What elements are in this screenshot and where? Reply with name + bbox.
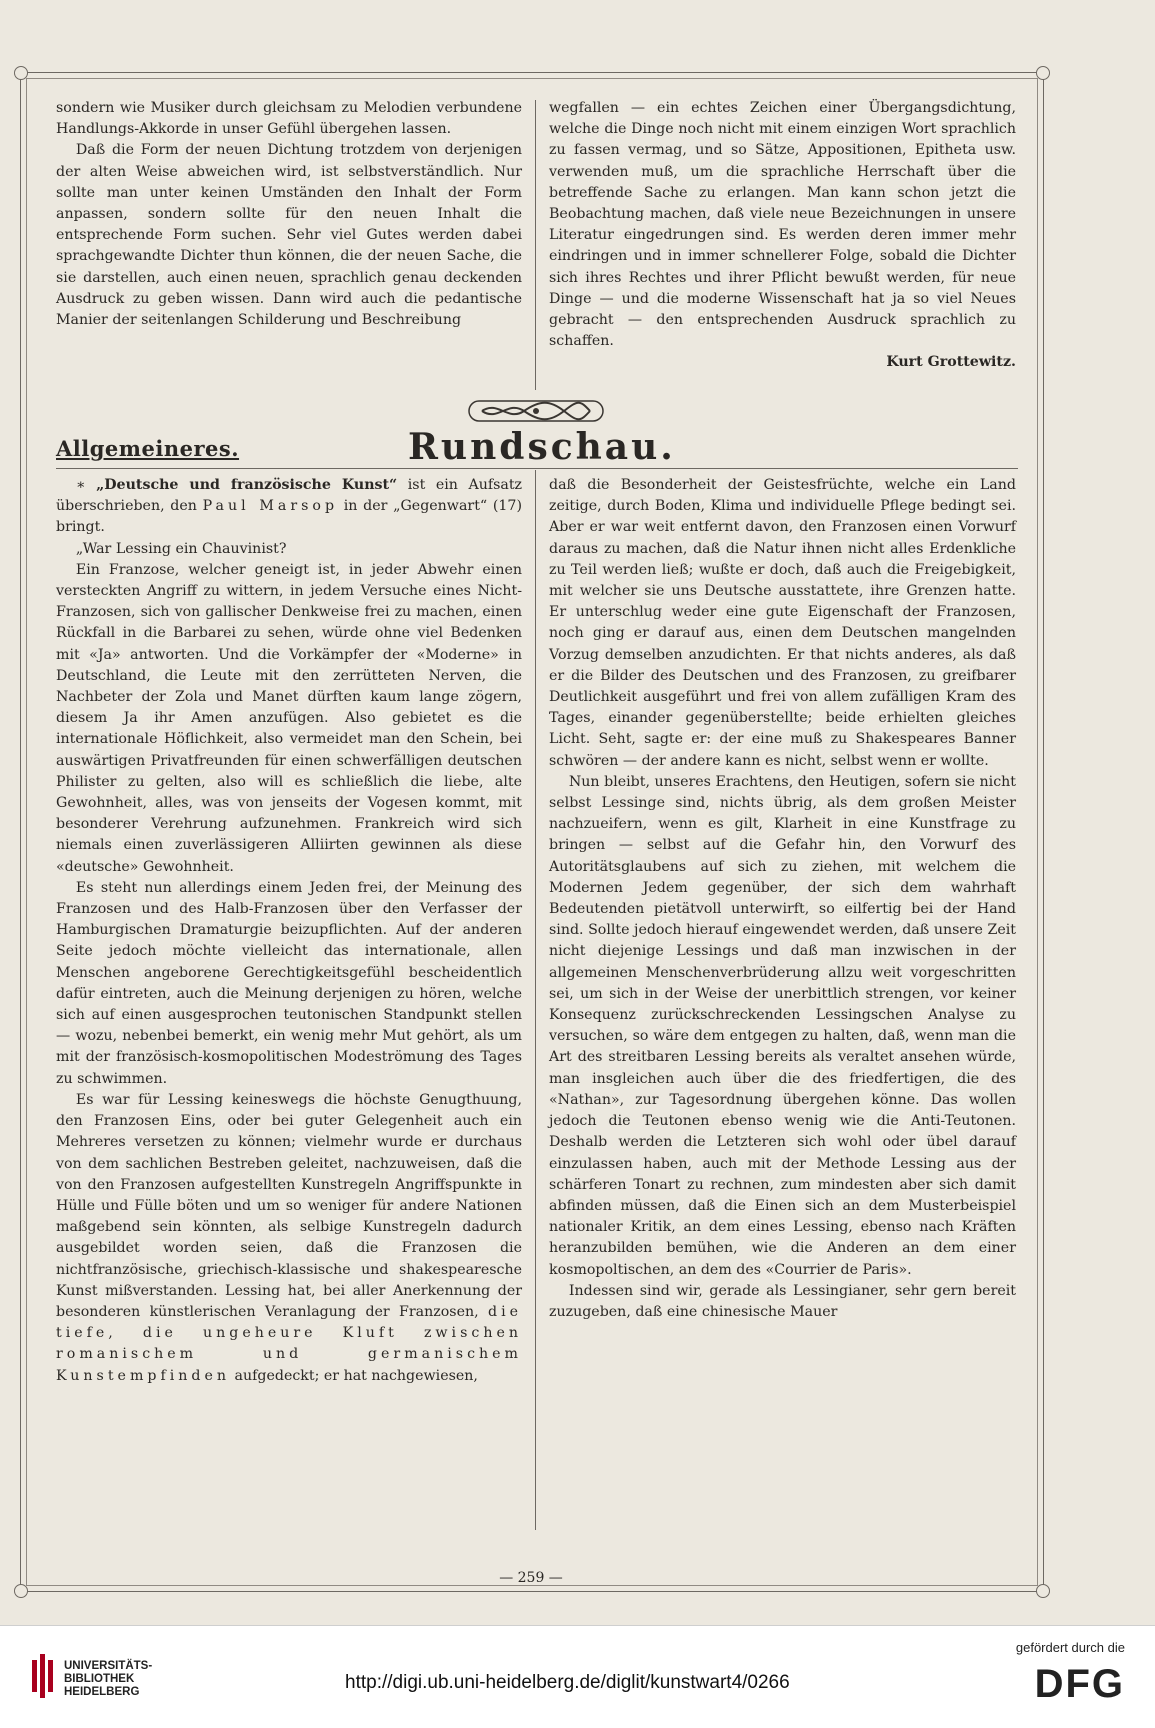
page-number: — 259 — xyxy=(499,1570,563,1586)
asterisk-mark: ∗ xyxy=(75,477,86,493)
article-intro-a: ist ein Aufsatz überschrieben, den xyxy=(56,477,523,515)
funding-label: gefördert durch die xyxy=(1015,1640,1125,1655)
university-name-line: BIBLIOTHEK xyxy=(64,1673,135,1685)
university-name-line: HEIDELBERG xyxy=(64,1686,140,1698)
dfg-logo[interactable]: DFG xyxy=(1034,1662,1125,1706)
university-logo[interactable] xyxy=(30,1654,200,1704)
university-name-line: UNIVERSITÄTS- xyxy=(64,1660,153,1672)
column-divider xyxy=(535,100,536,390)
ornament-icon xyxy=(468,398,604,424)
paragraph: Es steht nun allerdings einem Jeden frei, der Meinung des Franzosen und des Halb-Franzosen über den Verfasser der Hamburgischen Dramaturgie beizupflichten. Auf der anderen Seite jedoch möchte vielleicht das internationale, allen Menschen angeborene Gerechtigkeitsgefühl bescheidentlich dafür eintreten, auch die Meinung derjenigen zu hören, welche sich auf einen ausgesprochen teutonischen Standpunkt stellen — wozu, nebenbei bemerkt, ein wenig mehr Mut gehört, als um mit der französisch-kosmopolitischen Modeströmung des Tages zu schwimmen. xyxy=(56,879,522,1087)
paragraph xyxy=(56,1090,522,1387)
bottom-right-column xyxy=(549,475,1016,1323)
paragraph: Ein Franzose, welcher geneigt ist, in jeder Abwehr einen versteckten Angriff zu wittern, in jedem Versuche eines Nicht-Franzosen, sich von gallischer Denkweise frei zu machen, einen Rückfall in die Barbarei zu sehen, würde ohne viel Bedenken mit «Ja» antworten. Und die Vorkämpfer der «Moderne» in Deutschland, die Leute mit den zerrütteten Nerven, die Nachbeter der Zola und Manet dürften kaum lange zögern, diesem Ja ihr Amen anzufügen. Also gebietet es die internationale Höflichkeit, also vermeidet man den Schein, bei auswärtigen Privatfreunden für einen schwerfälligen deutschen Philister zu gelten, also will es schließlich die liebe, alte Gewohnheit, alles, was von jenseits der Vogesen kommt, mit besonderer Verehrung aufzunehmen. Frankreich wird sich niemals einen zuverlässigeren Alliirten gewinnen als diese «deutsche» Gewohnheit. xyxy=(56,561,522,875)
article-lead xyxy=(56,475,522,539)
section-label: Allgemeineres. xyxy=(56,436,240,461)
university-name xyxy=(64,1660,152,1699)
section-headline: Rundschau. xyxy=(408,426,676,468)
source-url-link[interactable]: http://digi.ub.uni-heidelberg.de/diglit/kunstwart4/0266 xyxy=(345,1672,790,1693)
corner-ornament xyxy=(1036,66,1050,80)
emphasized-text: die tiefe, die ungeheure Kluft zwischen romanischem und germanischem Kunstempfinden xyxy=(56,1303,522,1384)
author-signature: Kurt Grottewitz. xyxy=(886,354,1016,371)
paragraph: sondern wie Musiker durch gleichsam zu Melodien verbundene Handlungs-Akkorde in unser Gefühl übergehen lassen. xyxy=(56,100,522,138)
article-title: „Deutsche und französische Kunst“ xyxy=(96,477,398,493)
paragraph-end: aufgedeckt; er hat nachgewiesen, xyxy=(230,1367,478,1384)
paragraph: Daß die Form der neuen Dichtung trotzdem von derjenigen der alten Weise abweichen wird, ist selbstverständlich. Nur sollte man unter keinen Umständen den Inhalt der Form anpassen, sondern sollte für den neuen Inhalt die entsprechende Form suchen. Sehr viel Gutes werden dabei sprachgewandte Dichter thun können, die der neuen Sache, die sie darstellen, auch einen neuen, sprachlich genau deckenden Ausdruck zu geben wissen. Dann wird auch die pedantische Manier der seitenlangen Schilderung und Beschreibung xyxy=(56,142,522,329)
article-author: Paul Marsop xyxy=(202,498,339,515)
footer-bar xyxy=(0,1625,1155,1728)
paragraph: daß die Besonderheit der Geistesfrüchte, welche ein Land zeitige, durch Boden, Klima und individuelle Pflege bedingt sei. Aber er war weit entfernt davon, den Franzosen einen Vorwurf daraus zu machen, daß die Natur ihnen nicht alles Erdenkliche zu Teil werden ließ; wußte er doch, daß auch die Freigebigkeit, mit welcher sie uns Deutsche ausstattete, ihre Grenzen hatte. Er unterschlug weder eine gute Eigenschaft der Franzosen, noch ging er darauf aus, einen dem Deutschen mangelnden Vorzug demselben anzudichten. Er that nichts anderes, als daß er die Bilder des Deutschen und des Franzosen, zu greifbarer Deutlichkeit ausgeführt und frei von allem zufälligen Kram des Tages, einander gegenüberstellte; beide erhielten gleiches Licht. Seht, sagte er: der eine muß zu Shakespeares Banner schwören — der andere kann es nicht, selbst wenn er wollte. xyxy=(549,477,1016,769)
paragraph: Nun bleibt, unseres Erachtens, den Heutigen, sofern sie nicht selbst Lessinge sind, nichts übrig, als dem großen Meister nachzueifern, wenn es gilt, Klarheit in eine Kunstfrage zu bringen — selbst auf die Gefahr hin, den Vorwurf des Autoritätsglaubens auf sich zu ziehen, mit welchem die Modernen Jedem gegenüber, der sich dem wahrhaft Bedeutenden pietätvoll unterwirft, so eilfertig bei der Hand sind. Sollte jedoch hierauf eingewendet werden, daß unsere Zeit nicht diejenige Lessings und daß man inzwischen in der allgemeinen Menschenverbrüderung allzu weit vorgeschritten sei, um sich in der Weise der unerbittlich strengen, vor keiner Konsequenz zurückschreckenden Lessingschen Analyse zu versuchen, so wäre dem entgegen zu halten, daß, wenn man die Art des streitbaren Lessing bereits als veraltet ansehen würde, man insgleichen auch über die des friedfertigen, die des «Nathan», zur Tagesordnung übergehen könne. Das wollen jedoch die Teutonen ebenso wenig wie die Anti-Teutonen. Deshalb werden die Letzteren sich wohl oder übel darauf einzulassen haben, auch mit der Methode Lessing aus der schärferen Tonart zu rechnen, zum mindesten aber sich damit abfinden müssen, daß die Einen sich an dem Musterbeispiel nationaler Kritik, an dem eines Lessing, ebenso nach Kräften heranzubilden bemühen, wie die Anderen an dem einer kosmopoltischen, an dem des «Courrier de Paris». xyxy=(549,773,1016,1278)
quote-title: „War Lessing ein Chauvinist? xyxy=(75,540,287,557)
corner-ornament xyxy=(1036,1584,1050,1598)
heading-rule xyxy=(56,468,1018,469)
article-intro-b: in der „Gegenwart“ (17) bringt. xyxy=(56,498,522,536)
column-divider xyxy=(535,470,536,1530)
library-logo-icon xyxy=(30,1654,56,1698)
paragraph: wegfallen — ein echtes Zeichen einer Übergangsdichtung, welche die Dinge noch nicht mit einem einzigen Wort sprachlich zu fassen vermag, und so Sätze, Appositionen, Epitheta usw. verwenden muß, um die sprachliche Herrschaft über die betreffende Sache zu erlangen. Man kann schon jetzt die Beobachtung machen, daß viele neue Bezeichnungen in unsere Literatur eingedrungen sind. Es werden deren immer mehr eindringen und in immer schnellerer Folge, sobald die Dichter sich ihres Rechtes und ihrer Pflicht bewußt werden, für neue Dinge — und die moderne Wissenschaft hat ja so viel Neues gebracht — den entsprechenden Ausdruck sprachlich zu schaffen. xyxy=(549,100,1016,350)
paragraph: Indessen sind wir, gerade als Lessingianer, sehr gern bereit zuzugeben, daß eine chinesische Mauer xyxy=(549,1282,1016,1320)
top-left-column xyxy=(56,98,522,331)
corner-ornament xyxy=(14,1584,28,1598)
paragraph-text: Es war für Lessing keineswegs die höchste Genugthuung, den Franzosen Eins, oder bei guter Gelegenheit auch ein Mehreres versetzen zu können; vielmehr wurde er durchaus von dem sachlichen Bestreben geleitet, nachzuweisen, daß die von den Franzosen aufgestellten Kunstregeln Angriffspunkte in Hülle und Fülle böten und um so weniger für andere Nationen maßgebend sein könnten, als selbige Kunstregeln dadurch ausgebildet worden seien, daß die Franzosen die nichtfranzösische, griechisch-klassische und shakespearesche Kunst mißverstanden. Lessing hat, bei aller Anerkennung der besonderen künstlerischen Veranlagung der Franzosen, xyxy=(56,1091,522,1320)
top-right-column xyxy=(549,98,1016,374)
corner-ornament xyxy=(14,66,28,80)
bottom-left-column xyxy=(56,475,522,1387)
